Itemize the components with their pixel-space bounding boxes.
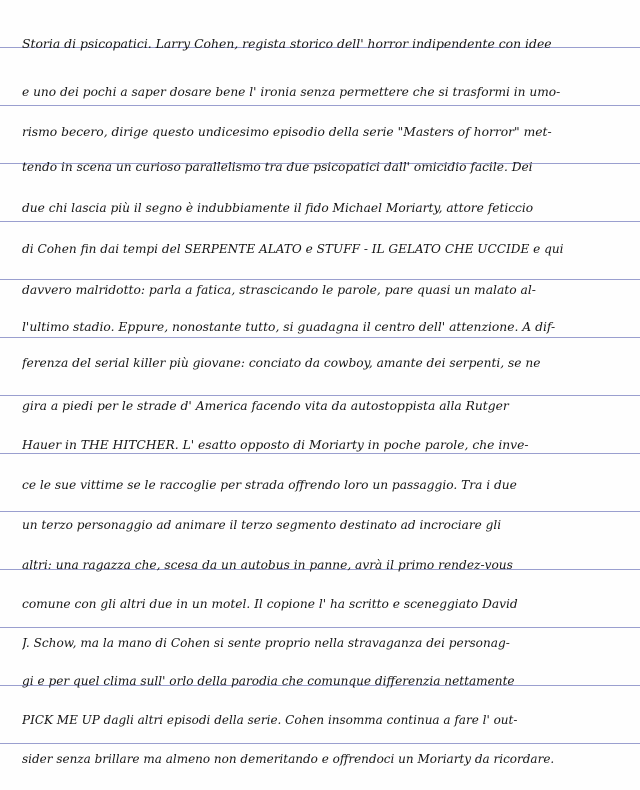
text-line-19: sider senza brillare ma almeno non demeritando e offrendoci un Moriarty da ricordare. [22, 752, 555, 766]
text-line-13: un terzo personaggio ad animare il terzo segmento destinato ad incrociare gli [22, 518, 502, 532]
text-line-11: Hauer in THE HITCHER. L' esatto opposto di Moriarty in poche parole, che invе- [22, 438, 529, 452]
text-line-5: due chi lascia più il segno è indubbiamente il fido Michael Moriarty, attore feticcio [22, 201, 534, 215]
text-line-10: gira a piedi per le strade d' America facendo vita da autostoppista alla Rutger [22, 399, 509, 413]
text-line-14: altri: una ragazza che, scesa da un autobus in panne, avrà il primo rendez-vous [22, 558, 513, 572]
text-line-4: tendo in scena un curioso parallelismo tra due psicopatici dall' omicidio facile. Dei [22, 160, 533, 174]
text-line-17: gi e per quel clima sull' orlo della parodia che comunque differenzia nettamente [22, 674, 515, 688]
text-line-1: Storia di psicopatici. Larry Cohen, regista storico dell' horror indipendente con idee [22, 36, 552, 51]
text-line-18: PICK ME UP dagli altri episodi della serie. Cohen insomma continua a fare l' out- [22, 713, 518, 727]
text-line-12: ce le sue vittime se le raccoglie per strada offrendo loro un passaggio. Tra i due [22, 478, 517, 492]
text-line-16: J. Schow, ma la mano di Cohen si sente proprio nella stravaganza dei personag- [22, 636, 510, 650]
text-line-7: davvero malridotto: parla a fatica, strascicando le parole, pare quasi un malato al- [22, 283, 536, 297]
text-line-8: l'ultimo stadio. Eppure, nonostante tutto, si guadagna il centro dell' attenzione. A dif- [22, 320, 556, 334]
text-line-15: comune con gli altri due in un motel. Il copione l' ha scritto e sceneggiato David [22, 597, 518, 611]
text-line-9: ferenza del serial killer più giovane: conciato da cowboy, amante dei serpenti, se ne [22, 356, 541, 370]
text-line-6: di Cohen fin dai tempi del SERPENTE ALATO e STUFF - IL GELATO CHE UCCIDE e qui [22, 242, 564, 256]
text-line-2: e uno dei pochi a saper dosare bene l' ironia senza permettere che si trasformi in umo- [22, 85, 561, 99]
text-line-3: rismo becero, dirige questo undicesimo episodio della serie "Masters of horror" met- [22, 125, 552, 139]
